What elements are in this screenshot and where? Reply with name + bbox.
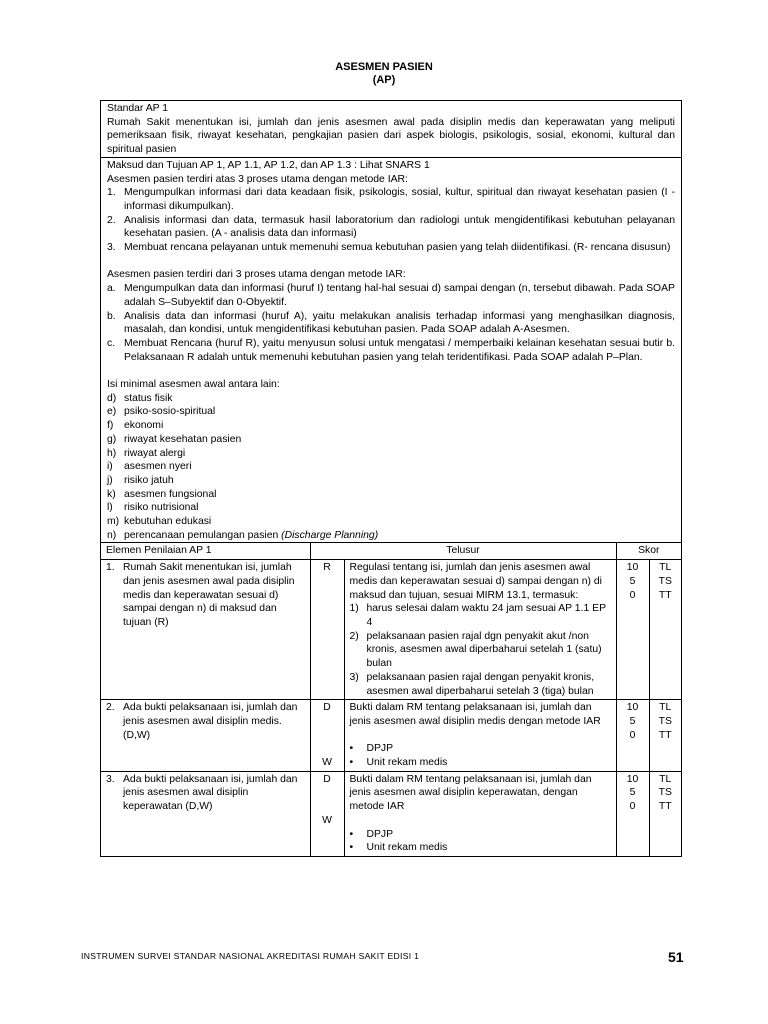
footer-text: INSTRUMEN SURVEI STANDAR NASIONAL AKREDITASI RUMAH SAKIT EDISI 1	[81, 951, 420, 961]
elemen-number: 2.	[106, 702, 115, 714]
list-item	[107, 488, 675, 502]
telusur-text: Regulasi tentang isi, jumlah dan jenis asesmen awal medis dan keperawatan sesuai d) sampai dengan n) di maksud dan tujuan, sesuai MIRM 13.1, termasuk:	[349, 562, 602, 601]
list-text	[124, 392, 675, 406]
list-text	[124, 515, 675, 529]
iar-list-numbered	[107, 186, 675, 255]
list-text	[124, 488, 675, 502]
interviewee-list	[350, 828, 611, 855]
list-text	[124, 529, 675, 543]
list-item	[107, 460, 675, 474]
list-marker: 1.	[107, 187, 116, 199]
grade-value: TT	[658, 729, 672, 741]
header-skor: Skor	[616, 543, 681, 559]
bullet-icon: •	[349, 842, 354, 854]
elemen-text: Ada bukti pelaksanaan isi, jumlah dan jenis asesmen awal disiplin keperawatan (D,W)	[123, 773, 298, 813]
grade-value: TS	[658, 715, 672, 727]
code-secondary: W	[322, 814, 332, 826]
table-row	[101, 771, 681, 856]
grade-cell	[649, 560, 681, 700]
list-marker: a.	[107, 283, 116, 295]
elemen-cell	[101, 560, 310, 700]
list-marker: 3.	[107, 242, 116, 254]
score-value: 10	[626, 702, 639, 714]
standard-heading: Standar AP 1	[107, 103, 169, 114]
telusur-cell	[344, 700, 616, 772]
list-text-content: Analisis informasi dan data, termasuk hasil laboratorium dan radiologi untuk mengidentifikasi kebutuhan pelayanan kesehatan pasien. (A - analisis data dan informasi)	[124, 214, 675, 240]
code-cell	[310, 560, 344, 700]
list-item	[107, 447, 675, 461]
list-item	[107, 419, 675, 433]
score-value: 10	[626, 773, 639, 785]
grade-value: TS	[658, 575, 672, 587]
assessment-table-wrap	[101, 543, 681, 855]
bullet-icon: •	[349, 828, 354, 840]
elemen-cell	[101, 771, 310, 856]
list-text	[124, 460, 675, 474]
interviewee-list	[350, 742, 611, 769]
score-cell	[616, 771, 649, 856]
elemen-cell	[101, 700, 310, 772]
code-primary: D	[323, 773, 331, 785]
list-text: DPJP	[366, 828, 394, 840]
score-value: 0	[629, 729, 636, 741]
elemen-text: Ada bukti pelaksanaan isi, jumlah dan jenis asesmen awal disiplin medis. (D,W)	[123, 702, 298, 741]
standard-box	[100, 100, 682, 857]
list-item	[107, 214, 675, 241]
list-marker: 2)	[349, 630, 359, 642]
elemen-number: 1.	[106, 562, 115, 574]
list-marker: k)	[107, 488, 116, 500]
header-telusur: Telusur	[310, 543, 616, 559]
list-item	[107, 337, 675, 364]
intent-intro-2: Asesmen pasien terdiri dari 3 proses utama dengan metode IAR:	[107, 269, 406, 281]
intent-intro-3: Isi minimal asesmen awal antara lain:	[107, 379, 280, 391]
score-value: 5	[629, 787, 636, 799]
list-text: harus selesai dalam waktu 24 jam sesuai AP 1.1 EP 4	[366, 603, 606, 628]
list-item	[107, 433, 675, 447]
list-marker: f)	[107, 420, 114, 432]
list-text	[124, 405, 675, 419]
list-item	[107, 515, 675, 529]
list-text-content: perencanaan pemulangan pasien	[124, 529, 282, 541]
list-text	[124, 419, 675, 433]
grade-value: TT	[658, 801, 672, 813]
list-item	[107, 405, 675, 419]
list-text: DPJP	[366, 743, 394, 755]
list-text-content: riwayat kesehatan pasien	[124, 433, 242, 445]
list-text	[124, 214, 675, 241]
score-cell	[616, 560, 649, 700]
code-cell	[310, 771, 344, 856]
elemen-text: Rumah Sakit menentukan isi, jumlah dan jenis asesmen awal pada disiplin medis dan keperawatan sesuai d) sampai dengan n) di maksud dan tujuan (R)	[123, 562, 295, 628]
grade-value: TS	[658, 787, 672, 799]
list-text: Unit rekam medis	[366, 757, 448, 768]
list-text-content: status fisik	[124, 392, 173, 404]
list-text-content: asesmen nyeri	[124, 461, 192, 473]
bullet-icon: •	[349, 757, 354, 768]
page-number: 51	[668, 949, 684, 965]
list-marker: 3)	[349, 671, 359, 683]
code-primary: R	[323, 562, 331, 574]
list-marker: h)	[107, 447, 117, 459]
list-marker: c.	[107, 337, 116, 349]
list-marker: e)	[107, 406, 117, 418]
list-text-content: risiko nutrisional	[124, 502, 199, 514]
list-text-content: Mengumpulkan informasi dari data keadaan fisik, psikologis, sosial, kultur, spiritual dan riwayat kesehatan pasien (I - informasi dikumpulkan).	[124, 187, 675, 212]
score-value: 10	[626, 562, 639, 574]
standard-text: Rumah Sakit menentukan isi, jumlah dan jenis asesmen awal pada disiplin medis dan keperawatan yang meliputi pemeriksaan fisik, riwayat kesehatan, pengkajian pasien dari aspek biologis, psikologis, sosial, ekonomi, kultural dan spiritual pasien	[107, 116, 675, 156]
list-item	[350, 828, 611, 842]
code-cell	[310, 700, 344, 772]
list-text	[124, 501, 675, 515]
list-marker: j)	[107, 474, 113, 486]
list-marker: l)	[107, 502, 113, 514]
list-marker: 2.	[107, 214, 116, 226]
list-text-content: asesmen fungsional	[124, 488, 217, 500]
telusur-text: Bukti dalam RM tentang pelaksanaan isi, jumlah dan jenis asesmen awal disiplin keperawatan, dengan metode IAR	[349, 773, 592, 813]
list-item	[350, 630, 611, 671]
list-text-content: psiko-sosio-spiritual	[124, 406, 216, 418]
telusur-sublist	[350, 602, 611, 698]
list-marker: g)	[107, 433, 117, 445]
list-item	[350, 671, 611, 698]
list-text-content: riwayat alergi	[124, 447, 186, 459]
grade-value: TT	[658, 589, 672, 601]
telusur-cell	[344, 771, 616, 856]
assessment-table	[101, 543, 681, 855]
iar-list-lettered	[107, 282, 675, 364]
telusur-text: Bukti dalam RM tentang pelaksanaan isi, jumlah dan jenis asesmen awal disiplin medis dengan metode IAR	[349, 702, 601, 727]
table-row	[101, 700, 681, 772]
list-text-content: Membuat Rencana (huruf R), yaitu menyusun solusi untuk mengatasi / memperbaiki kelainan kesehatan sesuai butir b. Pelaksanaan R adalah untuk memenuhi kebutuhan pasien yang telah teridentifikasi. Pada SOAP adalah P–Plan.	[124, 337, 675, 363]
list-marker: i)	[107, 461, 113, 473]
list-marker: m)	[107, 516, 120, 528]
intent-heading: Maksud dan Tujuan AP 1, AP 1.1, AP 1.2, dan AP 1.3 : Lihat SNARS 1	[107, 159, 430, 171]
standard-section	[101, 101, 681, 158]
page-title: ASESMEN PASIEN	[335, 61, 433, 73]
discharge-planning-italic: (Discharge Planning)	[281, 529, 379, 541]
table-row	[101, 560, 681, 700]
score-value: 0	[629, 589, 636, 601]
list-text-content: Mengumpulkan data dan informasi (huruf I) tentang hal-hal sesuai d) sampai dengan (n, tersebut dibawah. Pada SOAP adalah S–Subyektif dan 0-Obyektif.	[124, 283, 675, 308]
header-elemen: Elemen Penilaian AP 1	[101, 543, 310, 559]
intent-section	[101, 158, 681, 544]
list-text	[124, 282, 675, 309]
list-text	[124, 433, 675, 447]
list-marker: b.	[107, 310, 116, 322]
list-text	[124, 337, 675, 364]
code-secondary: W	[322, 757, 332, 768]
grade-value: TL	[659, 773, 672, 785]
list-text	[124, 186, 675, 213]
list-text	[124, 241, 675, 255]
list-marker: 1)	[349, 603, 359, 615]
list-item	[107, 282, 675, 309]
grade-value: TL	[659, 702, 672, 714]
list-text-content: ekonomi	[124, 420, 164, 432]
list-text: pelaksanaan pasien rajal dgn penyakit akut /non kronis, asesmen awal diperbaharui setelah 1 (satu) bulan	[366, 630, 602, 670]
list-marker: n)	[107, 529, 117, 541]
list-item	[107, 501, 675, 515]
grade-cell	[649, 771, 681, 856]
intent-intro-1: Asesmen pasien terdiri atas 3 proses utama dengan metode IAR:	[107, 173, 408, 185]
list-item	[107, 241, 675, 255]
list-text: pelaksanaan pasien rajal dengan penyakit kronis, asesmen awal diperbaharui setelah 3 (tiga) bulan	[366, 671, 595, 697]
list-item	[350, 841, 611, 855]
list-text-content: Analisis data dan informasi (huruf A), yaitu melakukan analisis terhadap informasi yang menghasilkan diagnosis, masalah, dan kondisi, untuk mengidentifikasi kebutuhan pasien. Pada SOAP adalah A-Asesmen.	[124, 310, 675, 336]
list-item	[350, 756, 611, 770]
score-value: 0	[629, 801, 636, 813]
list-text-content: risiko jatuh	[124, 474, 174, 486]
score-value: 5	[629, 715, 636, 727]
list-item	[107, 186, 675, 213]
list-item	[107, 474, 675, 488]
grade-value: TL	[659, 562, 672, 574]
list-text-content: kebutuhan edukasi	[124, 516, 212, 528]
telusur-cell	[344, 560, 616, 700]
list-item	[350, 742, 611, 756]
elemen-number: 3.	[106, 773, 115, 785]
score-cell	[616, 700, 649, 772]
grade-cell	[649, 700, 681, 772]
code-primary: D	[323, 702, 331, 714]
list-text-content: Membuat rencana pelayanan untuk memenuhi semua kebutuhan pasien yang telah diidentifikasi. (R- rencana disusun)	[124, 242, 671, 254]
list-item	[107, 392, 675, 406]
list-text	[124, 447, 675, 461]
list-text	[124, 474, 675, 488]
list-marker: d)	[107, 392, 117, 404]
list-text: Unit rekam medis	[366, 842, 448, 854]
list-text	[124, 310, 675, 337]
page-subtitle: (AP)	[372, 74, 396, 86]
list-item	[107, 529, 675, 543]
table-header-row	[101, 543, 681, 559]
list-item	[107, 310, 675, 337]
bullet-icon: •	[349, 743, 354, 755]
list-item	[350, 602, 611, 629]
minimum-content-list	[107, 392, 675, 543]
score-value: 5	[629, 575, 636, 587]
